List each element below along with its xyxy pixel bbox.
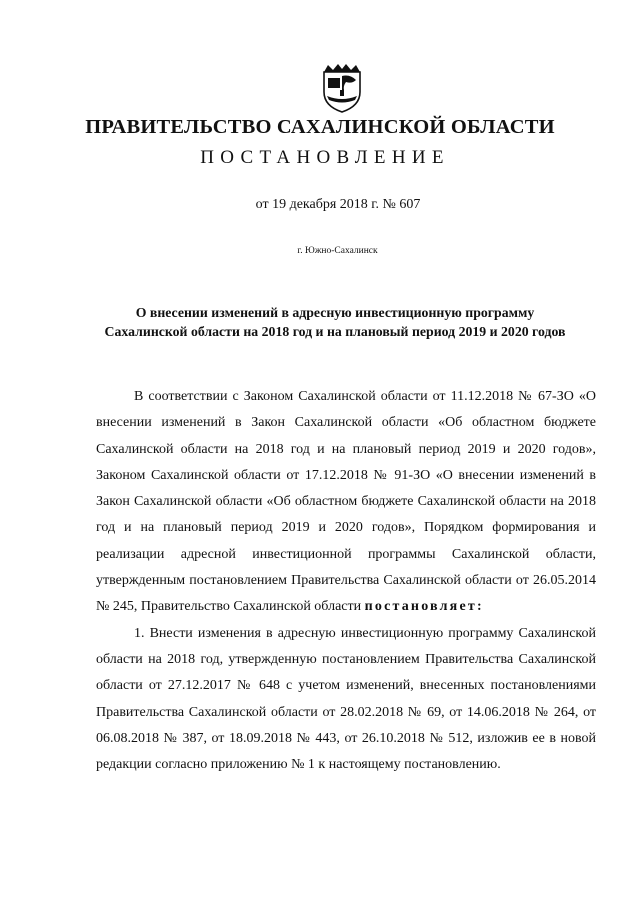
coat-of-arms-icon: [320, 62, 364, 114]
resolves-word: постановляет:: [364, 599, 484, 615]
document-city: г. Южно-Сахалинск: [297, 246, 378, 256]
document-type: ПОСТАНОВЛЕНИЕ: [200, 147, 450, 168]
organization-title: ПРАВИТЕЛЬСТВО САХАЛИНСКОЙ ОБЛАСТИ: [85, 116, 555, 138]
preamble-paragraph: [96, 384, 596, 621]
document-date-number: от 19 декабря 2018 г. № 607: [255, 197, 421, 212]
preamble-text: В соответствии с Законом Сахалинской области от 11.12.2018 № 67-ЗО «О внесении изменений в Закон Сахалинской области «Об областном бюджете Сахалинской области на 2018 год и на плановый период 2019 и 2020 годов», Законом Сахалинской области от 17.12.2018 № 91-ЗО «О внесении изменений в Закон Сахалинской области «Об областном бюджете Сахалинской области на 2018 год и на плановый период 2019 и 2020 годов», Порядком формирования и реализации адресной инвестиционной программы Сахалинской области, утвержденным постановлением Правительства Сахалинской области от 26.05.2014 № 245, Правительство Сахалинской области: [96, 389, 596, 615]
clause-paragraph: 1. Внести изменения в адресную инвестиционную программу Сахалинской области на 2018 год, утвержденную постановлением Правительства Сахалинской области от 27.12.2017 № 648 с учетом изменений, внесенных постановлениями Правительства Сахалинской области от 28.02.2018 № 69, от 14.06.2018 № 264, от 06.08.2018 № 387, от 18.09.2018 № 443, от 26.10.2018 № 512, изложив ее в новой редакции согласно приложению № 1 к настоящему постановлению.: [96, 625, 596, 773]
document-body: [96, 384, 596, 778]
document-subject: О внесении изменений в адресную инвестиционную программу Сахалинской области на 2018 год и на плановый период 2019 и 2020 годов: [104, 305, 566, 339]
